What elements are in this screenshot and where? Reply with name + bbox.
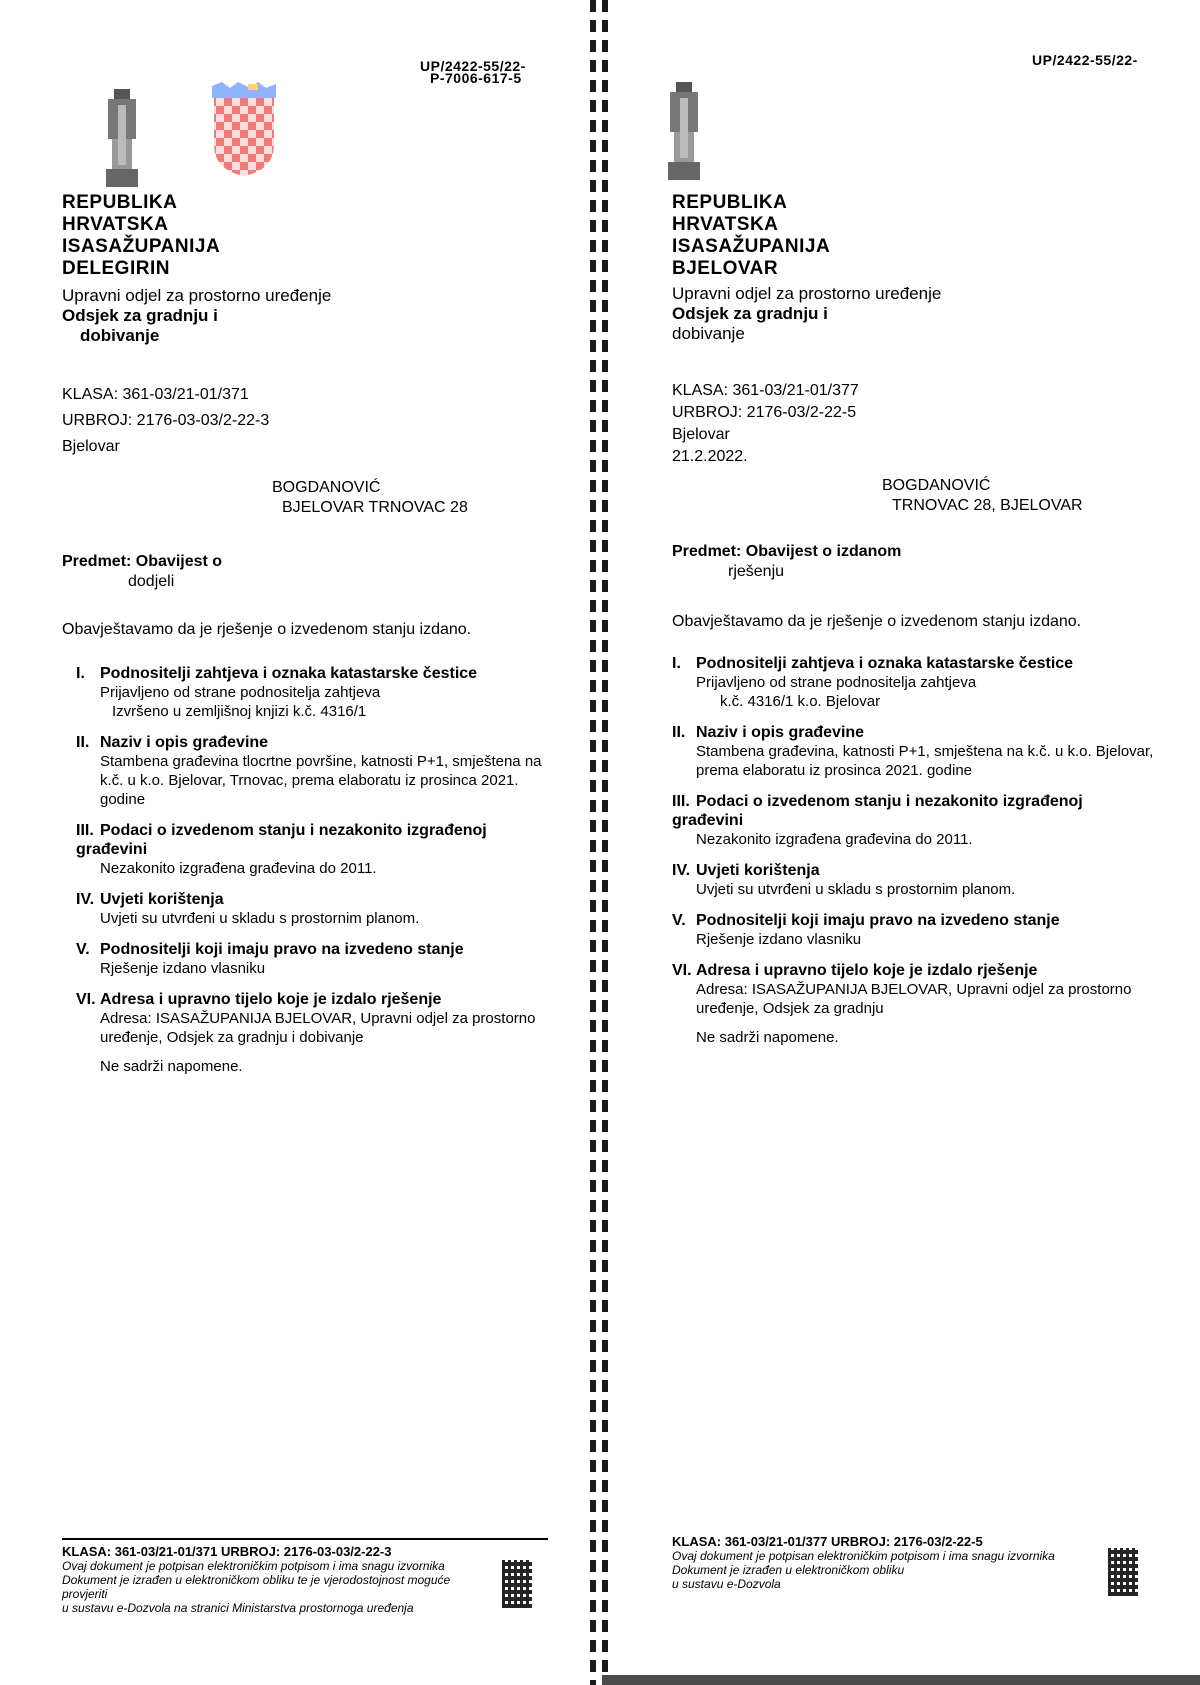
coat-of-arms-icon (662, 78, 706, 184)
intro-text: Obavještavamo da je rješenje o izvedenom stanju izdano. (62, 621, 472, 638)
footer-line: KLASA: 361-03/21-01/377 URBROJ: 2176-03/2-22-5 (672, 1534, 983, 1549)
subject-line: dodjeli (128, 573, 175, 590)
section-item: VI. Adresa i upravno tijelo koje je izdalo rješenje Adresa: ISASAŽUPANIJA BJELOVAR, Upravni odjel za prostorno uređenje, Odsjek za gradnju i dobivanje Ne sadrži napomene. (76, 991, 536, 1075)
office-line: Odsjek za gradnju i (62, 306, 218, 325)
header-block (672, 192, 872, 280)
footer-block (672, 1534, 1092, 1591)
section-item: V. Podnositelji koji imaju pravo na izvedeno stanje Rješenje izdano vlasniku (76, 941, 464, 977)
stamp-number: UP/2422-55/22- (420, 58, 526, 74)
header-line: BJELOVAR (672, 258, 779, 279)
document-page-right (612, 0, 1200, 1685)
footer-line: Ovaj dokument je potpisan elektroničkim potpisom i ima snagu izvornika (672, 1549, 1055, 1563)
footer-block (62, 1544, 492, 1615)
recipient-address: BJELOVAR TRNOVAC 28 (282, 499, 468, 516)
subject-line: rješenju (728, 563, 785, 580)
office-line: Odsjek za gradnju i (672, 304, 828, 323)
section-item: III. Podaci o izvedenom stanju i nezakonito izgrađenoj građevini Nezakonito izgrađena građevina do 2011. (76, 822, 487, 877)
section-item: I. Podnositelji zahtjeva i oznaka katastarske čestice Prijavljeno od strane podnositelja zahtjeva k.č. 4316/1 k.o. Bjelovar (672, 655, 1074, 710)
subject-title: Predmet: Obavijest o izdanom (672, 543, 902, 560)
urbroj: URBROJ: 2176-03-03/2-22-3 (62, 412, 270, 429)
qr-code-icon (1108, 1548, 1138, 1596)
office-block (672, 284, 972, 344)
codes-block (62, 382, 362, 460)
sections-list (672, 654, 1158, 1059)
page-separator (590, 0, 596, 1685)
recipient-name: BOGDANOVIĆ (272, 479, 381, 496)
sections-list (76, 664, 546, 1088)
qr-code-icon (502, 1560, 532, 1608)
subject-block (62, 552, 542, 592)
office-line: dobivanje (80, 326, 160, 345)
bottom-edge-bar (602, 1675, 1200, 1685)
footer-line: KLASA: 361-03/21-01/371 URBROJ: 2176-03-03/2-22-3 (62, 1544, 392, 1559)
codes-block (672, 380, 972, 468)
recipient-name: BOGDANOVIĆ (882, 477, 991, 494)
section-item: II. Naziv i opis građevine Stambena građevina, katnosti P+1, smještena na k.č. u k.o. Bjelovar, prema elaboratu iz prosinca 2021. godine (672, 724, 1154, 779)
footer-line: u sustavu e-Dozvola na stranici Ministarstva prostornoga uređenja (62, 1601, 414, 1615)
subject-title: Predmet: Obavijest o (62, 553, 223, 570)
footer-line: Dokument je izrađen u elektroničkom obliku (672, 1563, 905, 1577)
office-line: Upravni odjel za prostorno uređenje (62, 286, 332, 305)
page-separator (602, 0, 608, 1685)
office-block (62, 286, 362, 346)
section-item: IV. Uvjeti korištenja Uvjeti su utvrđeni u skladu s prostornim planom. (76, 891, 420, 927)
stamp-number-secondary: P-7006-617-5 (430, 70, 522, 86)
header-line: ISASAŽUPANIJA (62, 236, 221, 257)
place: Bjelovar (62, 438, 120, 455)
section-item: I. Podnositelji zahtjeva i oznaka katastarske čestice Prijavljeno od strane podnositelja zahtjeva Izvršeno u zemljišnoj knjizi k.č. 4316/1 (76, 665, 478, 720)
coat-of-arms-icon (100, 85, 144, 191)
klasa: KLASA: 361-03/21-01/371 (62, 386, 249, 403)
header-line: DELEGIRIN (62, 258, 170, 279)
footer-divider (62, 1538, 548, 1540)
footer-line: Ovaj dokument je potpisan elektroničkim potpisom i ima snagu izvornika (62, 1559, 445, 1573)
header-line: REPUBLIKA HRVATSKA (672, 192, 787, 235)
checkered-shield-icon (208, 82, 280, 178)
office-line: Upravni odjel za prostorno uređenje (672, 284, 942, 303)
header-line: REPUBLIKA HRVATSKA (62, 192, 177, 235)
office-line: dobivanje (672, 324, 745, 343)
klasa: KLASA: 361-03/21-01/377 (672, 382, 859, 399)
stamp-number: UP/2422-55/22- (1032, 52, 1138, 68)
section-item: II. Naziv i opis građevine Stambena građevina tlocrtne površine, katnosti P+1, smještena na k.č. u k.o. Bjelovar, Trnovac, prema elaboratu iz prosinca 2021. godine (76, 734, 542, 808)
section-item: VI. Adresa i upravno tijelo koje je izdalo rješenje Adresa: ISASAŽUPANIJA BJELOVAR, Upravni odjel za prostorno uređenje, Odsjek za gradnju Ne sadrži napomene. (672, 962, 1132, 1046)
document-page-left (0, 0, 582, 1685)
recipient-block (272, 478, 532, 518)
section-item: V. Podnositelji koji imaju pravo na izvedeno stanje Rješenje izdano vlasniku (672, 912, 1060, 948)
header-line: ISASAŽUPANIJA (672, 236, 831, 257)
recipient-address: TRNOVAC 28, BJELOVAR (892, 497, 1083, 514)
header-block (62, 192, 262, 280)
section-item: IV. Uvjeti korištenja Uvjeti su utvrđeni u skladu s prostornim planom. (672, 862, 1016, 898)
footer-line: Dokument je izrađen u elektroničkom obliku te je vjerodostojnost moguće provjeriti (62, 1573, 451, 1601)
date: 21.2.2022. (672, 448, 748, 465)
subject-block (672, 542, 1152, 582)
section-item: III. Podaci o izvedenom stanju i nezakonito izgrađenoj građevini Nezakonito izgrađena građevina do 2011. (672, 793, 1083, 848)
recipient-block (882, 476, 1142, 516)
urbroj: URBROJ: 2176-03/2-22-5 (672, 404, 857, 421)
footer-line: u sustavu e-Dozvola (672, 1577, 781, 1591)
place: Bjelovar (672, 426, 730, 443)
intro-text: Obavještavamo da je rješenje o izvedenom stanju izdano. (672, 613, 1082, 630)
